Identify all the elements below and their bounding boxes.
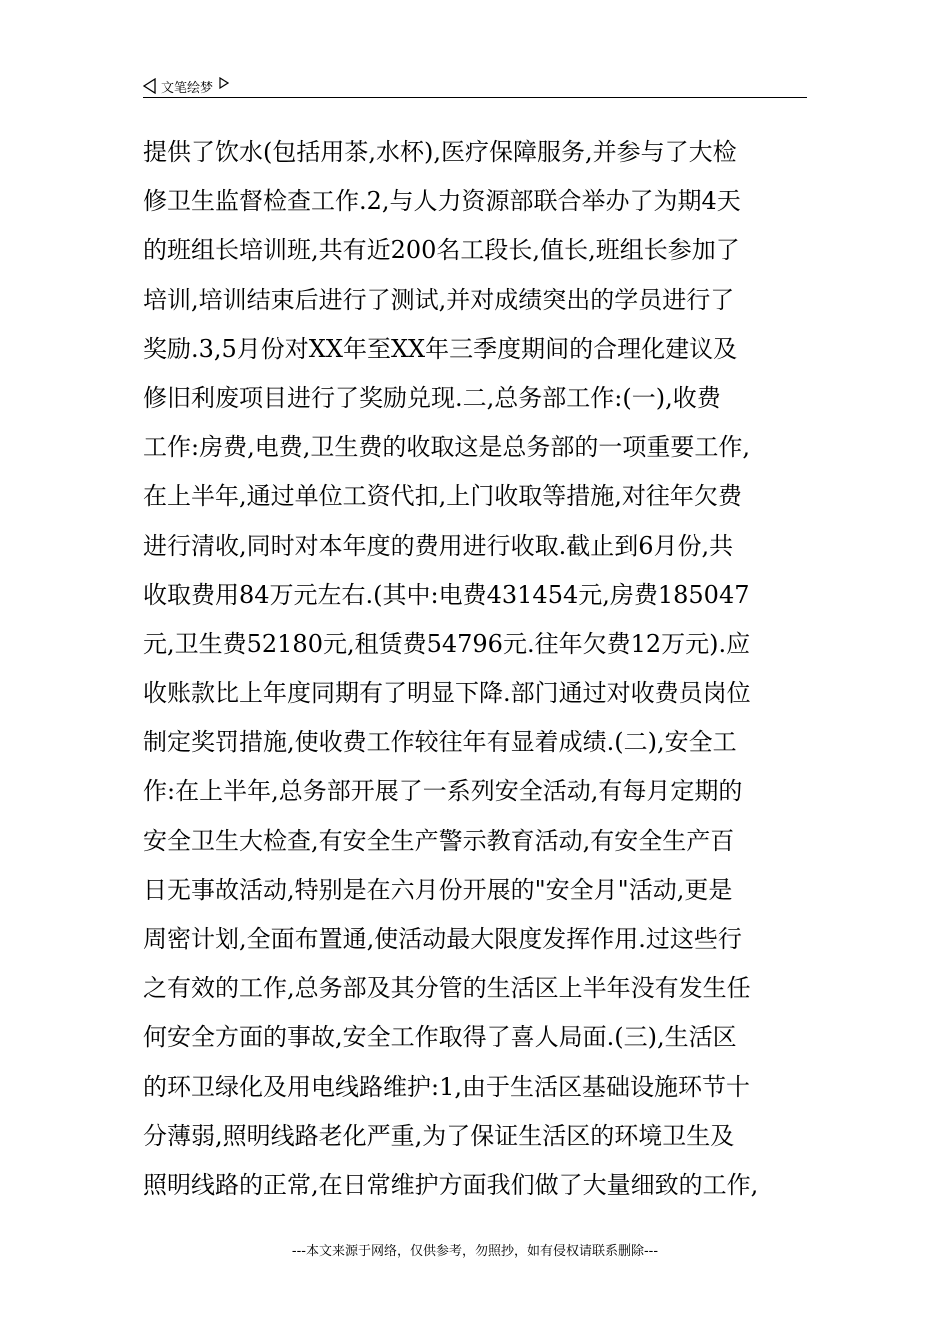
text-line: 何安全方面的事故,安全工作取得了喜人局面.(三),生活区 [143,1023,737,1052]
text-line: 安全卫生大检查,有安全生产警示教育活动,有安全生产百 [143,826,735,855]
text-line: 作:在上半年,总务部开展了一系列安全活动,有每月定期的 [143,777,743,806]
text-line: 工作:房费,电费,卫生费的收取这是总务部的一项重要工作, [143,433,750,462]
page-header [143,74,807,98]
text-line: 修旧利废项目进行了奖励兑现.二,总务部工作:(一),收费 [143,383,721,412]
text-line: 照明线路的正常,在日常维护方面我们做了大量细致的工作, [143,1170,759,1199]
text-line: 制定奖罚措施,使收费工作较往年有显着成绩.(二),安全工 [143,728,737,757]
text-line: 分薄弱,照明线路老化严重,为了保证生活区的环境卫生及 [143,1121,735,1150]
triangle-right-icon [219,77,229,89]
text-line: 日无事故活动,特别是在六月份开展的"安全月"活动,更是 [143,875,733,904]
text-line: 提供了饮水(包括用茶,水杯),医疗保障服务,并参与了大检 [143,138,737,166]
text-line: 之有效的工作,总务部及其分管的生活区上半年没有发生任 [143,974,751,1003]
document-body [143,128,807,1210]
text-line: 在上半年,通过单位工资代扣,上门收取等措施,对往年欠费 [143,482,742,511]
text-line: 修卫生监督检查工作.2,与人力资源部联合举办了为期4天 [143,187,741,216]
triangle-left-icon [143,78,157,94]
text-line: 收账款比上年度同期有了明显下降.部门通过对收费员岗位 [143,679,751,708]
text-line: 周密计划,全面布置通,使活动最大限度发挥作用.过这些行 [143,925,742,953]
header-brand: 文笔绘梦 [161,80,214,96]
text-line: 的环卫绿化及用电线路维护:1,由于生活区基础设施环节十 [143,1072,750,1101]
text-line: 元,卫生费52180元,租赁费54796元.往年欠费12万元).应 [143,629,751,658]
text-line: 培训,培训结束后进行了测试,并对成绩突出的学员进行了 [143,285,735,314]
text-line: 的班组长培训班,共有近200名工段长,值长,班组长参加了 [143,236,740,265]
text-line: 进行清收,同时对本年度的费用进行收取.截止到6月份,共 [143,531,734,560]
page-footer: ---本文来源于网络，仅供参考，勿照抄，如有侵权请联系删除--- [291,1244,659,1259]
text-line: 收取费用84万元左右.(其中:电费431454元,房费185047 [143,580,750,609]
text-line: 奖励.3,5月份对XX年至XX年三季度期间的合理化建议及 [143,334,738,363]
header-divider [143,97,807,98]
